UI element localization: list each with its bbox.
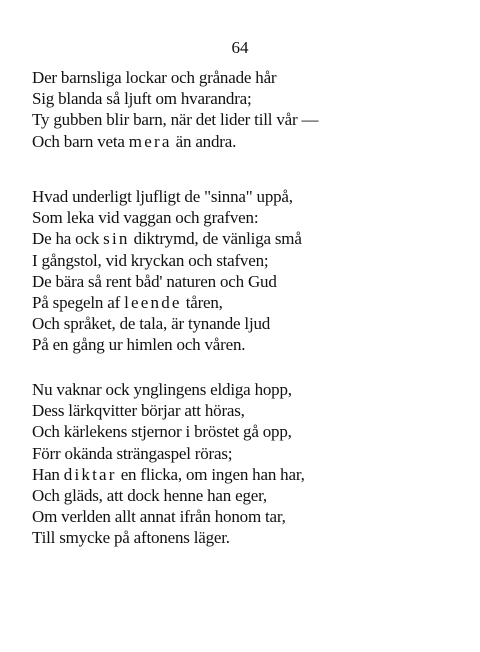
line-text: än andra.	[171, 131, 237, 151]
poem-line	[32, 421, 452, 442]
poem-line	[32, 379, 452, 400]
line-text: Han	[32, 464, 64, 484]
line-text: På spegeln af	[32, 292, 125, 312]
line-text: De bära så rent båd' naturen och Gud	[32, 271, 277, 291]
emphasized-word: diktar	[63, 464, 117, 484]
line-text: Hvad underligt ljufligt de "sinna" uppå,	[32, 187, 293, 206]
poem-line	[32, 271, 452, 292]
poem-line	[32, 506, 452, 527]
poem-line	[32, 292, 452, 313]
poem-line	[32, 313, 452, 334]
line-text: tåren,	[181, 292, 223, 312]
poem-line	[32, 109, 452, 130]
poem-line	[32, 464, 452, 485]
line-text: Och gläds, att dock henne han eger,	[32, 485, 267, 505]
poem-line	[32, 67, 452, 88]
line-text: en flicka, om ingen han har,	[116, 464, 305, 484]
poem-line	[32, 485, 452, 506]
line-text: Dess lärkqvitter börjar att höras,	[32, 401, 245, 421]
line-text: Sig blanda så ljuft om hvarandra;	[32, 89, 252, 109]
poem-line	[32, 250, 452, 271]
line-text: I gångstol, vid kryckan och stafven;	[32, 250, 269, 270]
line-text: Om verlden allt annat ifrån honom tar,	[32, 507, 286, 527]
line-text: Och språket, de tala, är tynande ljud	[32, 314, 271, 334]
stanza-3	[32, 379, 452, 549]
line-text: Och kärlekens stjernor i bröstet gå opp,	[32, 422, 292, 442]
line-text: Der barnsliga lockar och grånade hår	[32, 68, 277, 87]
line-text: Förr okända strängaspel röras;	[32, 443, 233, 463]
line-text: diktrymd, de vänliga små	[129, 229, 302, 249]
poem-line	[32, 131, 452, 152]
line-text: De ha ock	[32, 229, 104, 249]
poem-line	[32, 443, 452, 464]
poem-line	[32, 334, 452, 355]
poem-line	[32, 186, 452, 207]
emphasized-word: mera	[128, 131, 172, 151]
stanza-2	[32, 186, 452, 356]
emphasized-word: leende	[124, 292, 182, 312]
line-text: På en gång ur himlen och våren.	[32, 335, 246, 355]
emphasized-word: sin	[103, 229, 130, 249]
line-text: Och barn veta	[32, 131, 129, 151]
page-number: 64	[231, 38, 249, 57]
line-text: Som leka vid vaggan och grafven:	[32, 208, 259, 228]
poem-line	[32, 400, 452, 421]
line-text: Ty gubben blir barn, när det lider till vår —	[32, 110, 319, 130]
poem-line	[32, 88, 452, 109]
stanza-1	[32, 67, 452, 152]
poem-line	[32, 207, 452, 228]
line-text: Till smycke på aftonens läger.	[32, 528, 230, 548]
poem-line	[32, 527, 452, 548]
line-text: Nu vaknar ock ynglingens eldiga hopp,	[32, 380, 292, 399]
poem-line	[32, 228, 452, 249]
